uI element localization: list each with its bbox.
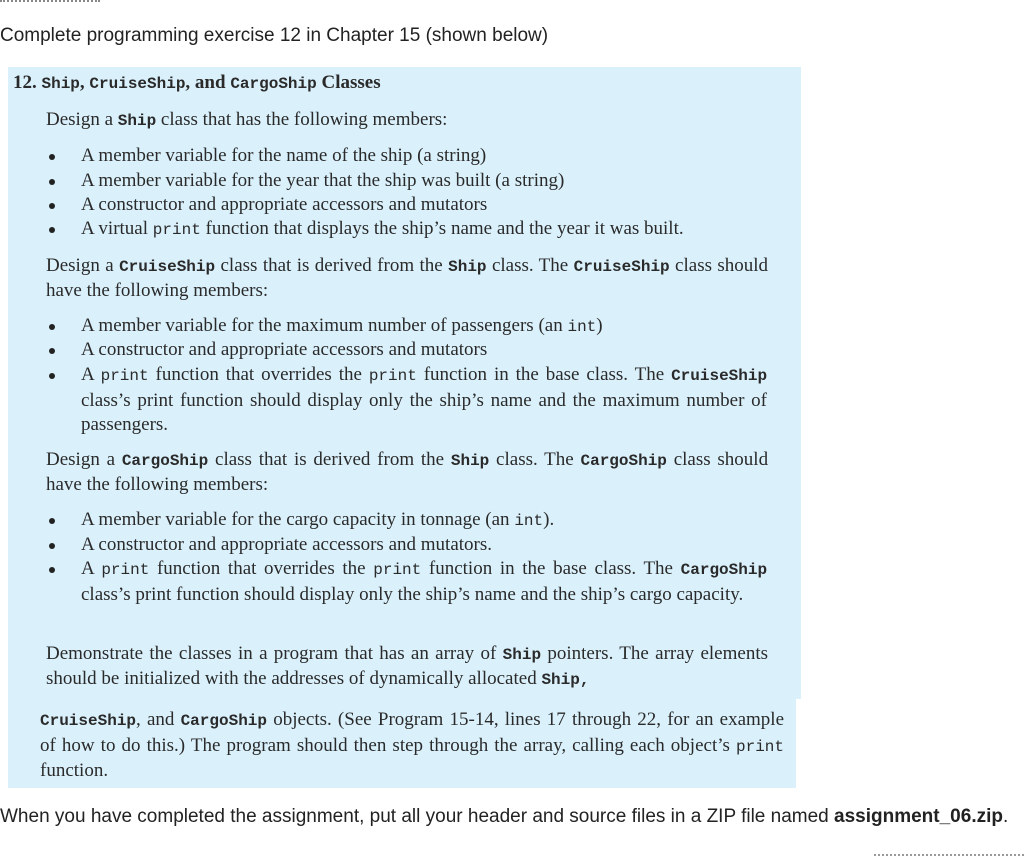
bullet-icon <box>49 348 55 354</box>
bottom-cutoff-line <box>864 854 1024 858</box>
bullet-icon <box>49 324 55 330</box>
bullet-icon <box>49 373 55 379</box>
cruise-intro: Design a CruiseShip class that is derived from the Ship class. The CruiseShip class should have the following members: <box>46 255 769 301</box>
zip-filename: assignment_06.zip <box>834 806 1003 827</box>
top-cutoff-line <box>0 0 110 4</box>
bullet-icon <box>49 227 55 233</box>
exercise-heading: 12. Ship, CruiseShip, and CargoShip Classes <box>13 72 381 93</box>
bullet-icon <box>49 154 55 160</box>
ship-intro: Design a Ship class that has the following members: <box>46 109 448 130</box>
bullet-icon <box>49 203 55 209</box>
footer-instructions: When you have completed the assignment, put all your header and source files in a ZIP file named assignment_06.zip. <box>0 806 1009 827</box>
demo-paragraph: Demonstrate the classes in a program that has an array of Ship pointers. The array elements should be initialized with the addresses of dynamically allocated Ship, <box>46 643 768 689</box>
cargo-intro: Design a CargoShip class that is derived from the Ship class. The CargoShip class should have the following members: <box>46 449 769 495</box>
bullet-icon <box>49 518 55 524</box>
intro-text: Complete programming exercise 12 in Chapter 15 (shown below) <box>0 25 549 46</box>
demo-paragraph-continued: CruiseShip, and CargoShip objects. (See Program 15-14, lines 17 through 22, for an example of how to do this.) The program should then step through the array, calling each object’s print function. <box>40 709 785 781</box>
bullet-icon <box>49 179 55 185</box>
bullet-icon <box>49 543 55 549</box>
bullet-icon <box>49 567 55 573</box>
